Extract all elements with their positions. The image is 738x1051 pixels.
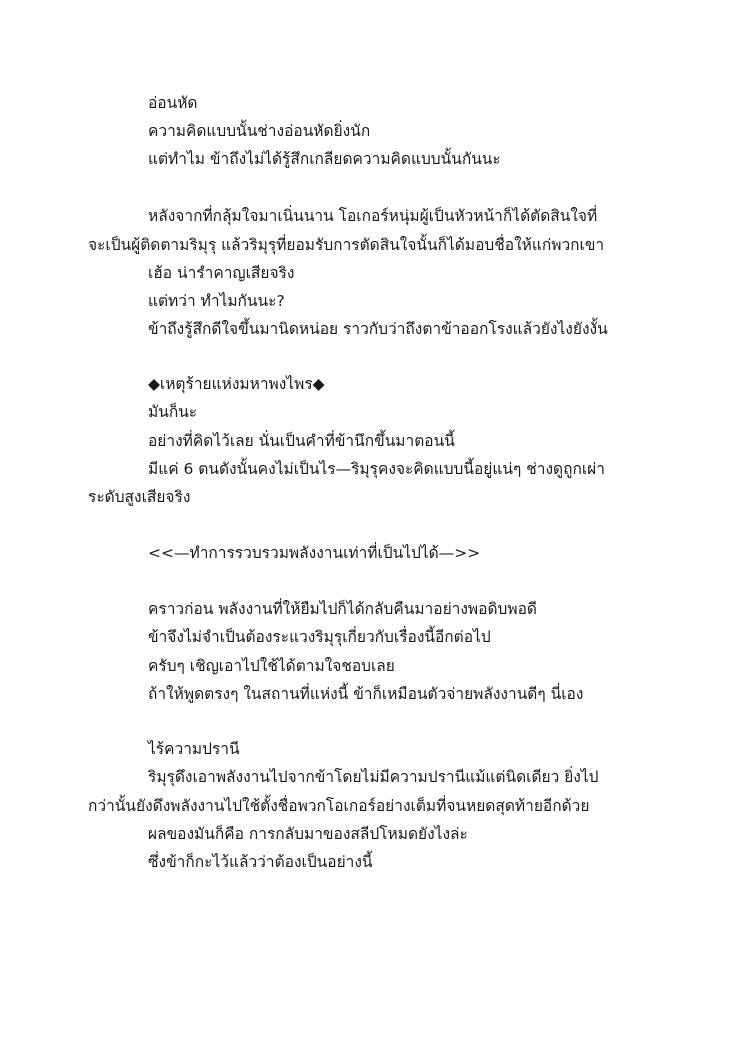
text-line: มันก็นะ xyxy=(148,403,198,421)
text-line: ริมุรุดึงเอาพลังงานไปจากข้าโดยไม่มีความปรานีแม้แต่นิดเดียว ยิ่งไป xyxy=(148,768,599,786)
text-line: <<—ทำการรวบรวมพลังงานเท่าที่เป็นไปได้—>> xyxy=(148,544,481,562)
text-line: เฮ้อ น่ารำคาญเสียจริง xyxy=(148,264,295,282)
text-line: กว่านั้นยังดึงพลังงานไปใช้ตั้งชื่อพวกโอเกอร์อย่างเต็มที่จนหยดสุดท้ายอีกด้วย xyxy=(88,797,590,815)
text-line: อ่อนหัด xyxy=(148,94,198,112)
text-line: หลังจากที่กลุ้มใจมาเนิ่นนาน โอเกอร์หนุ่มผู้เป็นหัวหน้าก็ได้ตัดสินใจที่ xyxy=(148,207,598,225)
text-line: คราวก่อน พลังงานที่ให้ยืมไปก็ได้กลับคืนมาอย่างพอดิบพอดี xyxy=(148,600,537,618)
text-line: ระดับสูงเสียจริง xyxy=(88,488,191,506)
text-line: อย่างที่คิดไว้เลย นั่นเป็นคำที่ข้านึกขึ้นมาตอนนี้ xyxy=(148,432,455,450)
text-line: ถ้าให้พูดตรงๆ ในสถานที่แห่งนี้ ข้าก็เหมือนตัวจ่ายพลังงานดีๆ นี่เอง xyxy=(148,685,584,703)
text-line: ผลของมันก็คือ การกลับมาของสลีปโหมดยังไงล่ะ xyxy=(148,825,468,843)
text-line: แต่ทว่า ทำไมกันนะ? xyxy=(148,292,285,310)
text-line: จะเป็นผู้ติดตามริมุรุ แล้วริมุรุที่ยอมรับการตัดสินใจนั้นก็ได้มอบชื่อให้แก่พวกเขา xyxy=(88,236,605,254)
text-line: ข้าถึงรู้สึกดีใจขึ้นมานิดหน่อย ราวกับว่าถึงตาข้าออกโรงแล้วยังไงยังงั้น xyxy=(148,320,608,338)
text-line: ความคิดแบบนั้นช่างอ่อนหัดยิ่งนัก xyxy=(148,122,371,140)
text-line: ครับๆ เชิญเอาไปใช้ได้ตามใจชอบเลย xyxy=(148,657,395,675)
text-line: ข้าจึงไม่จำเป็นต้องระแวงริมุรุเกี่ยวกับเรื่องนี้อีกต่อไป xyxy=(148,628,491,646)
text-line: มีแค่ 6 ตนดังนั้นคงไม่เป็นไร—ริมุรุคงจะคิดแบบนี้อยู่แน่ๆ ช่างดูถูกเผ่า xyxy=(148,460,605,478)
section-heading: ◆เหตุร้ายแห่งมหาพงไพร◆ xyxy=(148,375,325,393)
text-line: ไร้ความปรานี xyxy=(148,740,240,758)
text-line: แต่ทำไม ข้าถึงไม่ได้รู้สึกเกลียดความคิดแบบนั้นกันนะ xyxy=(148,150,501,168)
text-line: ซึ่งข้าก็กะไว้แล้วว่าต้องเป็นอย่างนี้ xyxy=(148,853,373,871)
